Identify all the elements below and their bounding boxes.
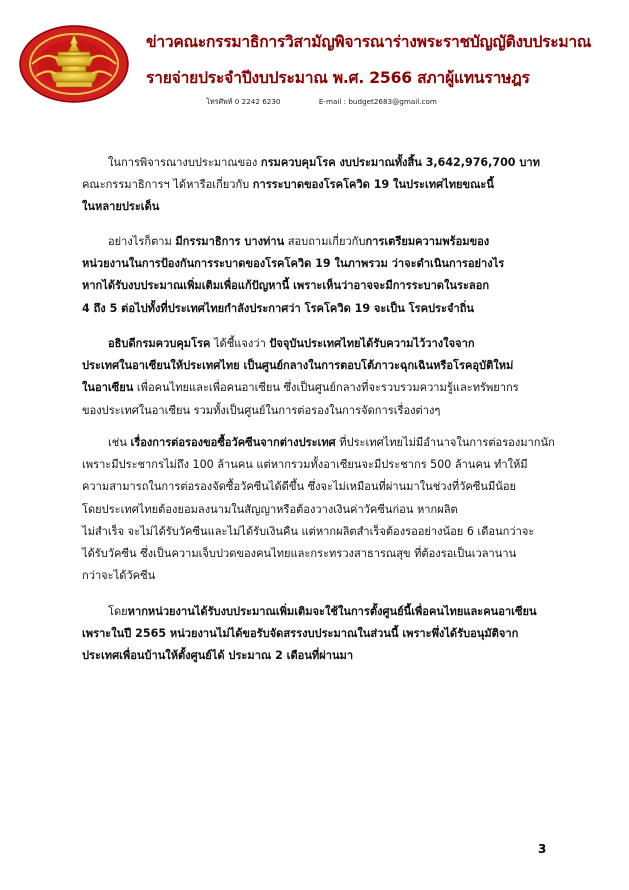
phone-number: โทรศัพท์ 0 2242 6230 [206, 97, 281, 106]
text-line: ประเทศในอาเซียนให้ประเทศไทย เป็นศูนย์กลางในการตอบโต้ภาวะฉุกเฉินหรือโรคอุบัติใหม่ [82, 359, 514, 373]
paragraph-2 [82, 231, 562, 320]
text-line: อธิบดีกรมควบคุมโรค ได้ชี้แจงว่า ปัจจุบันประเทศไทยได้รับความไว้วางใจจาก [108, 337, 475, 350]
header-title-line1: ข่าวคณะกรรมาธิการวิสามัญพิจารณาร่างพระราชบัญญัติงบประมาณ [146, 33, 592, 51]
text-line: ได้รับวัคซีน ซึ่งเป็นความเจ็บปวดของคนไทยและกระทรวงสาธารณสุข ที่ต้องรอเป็นเวลานาน [82, 546, 517, 560]
text-line: ประเทศเพื่อนบ้านให้ตั้งศูนย์ได้ ประมาณ 2 เดือนที่ผ่านมา [82, 649, 354, 663]
text-line: 4 ถึง 5 ต่อไปทั้งที่ประเทศไทยกำลังประกาศว่า โรคโควิด 19 จะเป็น โรคประจำถิ่น [82, 301, 474, 315]
page-number: 3 [538, 842, 547, 856]
text-line: เช่น เรื่องการต่อรองขอซื้อวัคซีนจากต่างประเทศ ที่ประเทศไทยไม่มีอำนาจในการต่อรองมากนัก [108, 436, 555, 449]
text-line: เพราะมีประชากรไม่ถึง 100 ล้านคน แต่หากรวมทั้งอาเซียนจะมีประชากร 500 ล้านคน ทำให้มี [82, 458, 528, 472]
email-address: E-mail : budget2683@gmail.com [318, 97, 437, 106]
text-line: ในอาเซียน เพื่อคนไทยและเพื่อคนอาเซียน ซึ่งเป็นศูนย์กลางที่จะรวบรวมความรู้และทรัพยากร [82, 381, 519, 395]
text-line: อย่างไรก็ตาม มีกรรมาธิการ บางท่าน สอบถามเกี่ยวกับการเตรียมความพร้อมของ [108, 235, 490, 248]
header-title-line2: รายจ่ายประจำปีงบประมาณ พ.ศ. 2566 สภาผู้แทนราษฎร [146, 69, 530, 87]
text-line: โดยหากหน่วยงานได้รับงบประมาณเพิ่มเติมจะใช้ในการตั้งศูนย์นี้เพื่อคนไทยและคนอาเซียน [108, 605, 537, 618]
text-line: ความสามารถในการต่อรองจัดซื้อวัคซีนได้ดีขึ้น ซึ่งจะไม่เหมือนที่ผ่านมาในช่วงที่วัคซีนมีน้อย [82, 480, 517, 494]
text-line: ในการพิจารณางบประมาณของ กรมควบคุมโรค งบประมาณทั้งสิ้น 3,642,976,700 บาท [108, 156, 540, 169]
paragraph-4 [82, 432, 562, 587]
text-line: ไม่สำเร็จ จะไม่ได้รับวัคซีนและไม่ได้รับเงินคืน แต่หากผลิตสำเร็จต้องรออย่างน้อย 6 เดือนกว่าจะ [82, 524, 535, 538]
text-line: โดยประเทศไทยต้องยอมลงนามในสัญญาหรือต้องวางเงินค่าวัคซีนก่อน หากผลิต [82, 502, 458, 516]
paragraph-3 [82, 333, 562, 422]
parliament-emblem-icon [18, 20, 130, 104]
text-line: เพราะในปี 2565 หน่วยงานไม่ได้ขอรับจัดสรรงบประมาณในส่วนนี้ เพราะพึ่งได้รับอนุมัติจาก [82, 627, 519, 641]
text-line: หากได้รับงบประมาณเพิ่มเติมเพื่อแก้ปัญหานี้ เพราะเห็นว่าอาจจะมีการระบาดในระลอก [82, 279, 490, 293]
text-line: ในหลายประเด็น [82, 200, 160, 214]
text-line: หน่วยงานในการป้องกันการระบาดของโรคโควิด 19 ในภาพรวม ว่าจะดำเนินการอย่างไร [82, 257, 505, 271]
paragraph-5 [82, 601, 562, 668]
text-line: ของประเทศในอาเซียน รวมทั้งเป็นศูนย์ในการต่อรองในการจัดการเรื่องต่างๆ [82, 403, 441, 417]
text-line: คณะกรรมาธิการฯ ได้หารือเกี่ยวกับ การระบาดของโรคโควิด 19 ในประเทศไทยขณะนี้ [82, 178, 494, 192]
paragraph-1 [82, 152, 562, 219]
header-contact [206, 97, 437, 108]
text-line: กว่าจะได้วัคซีน [82, 569, 156, 583]
